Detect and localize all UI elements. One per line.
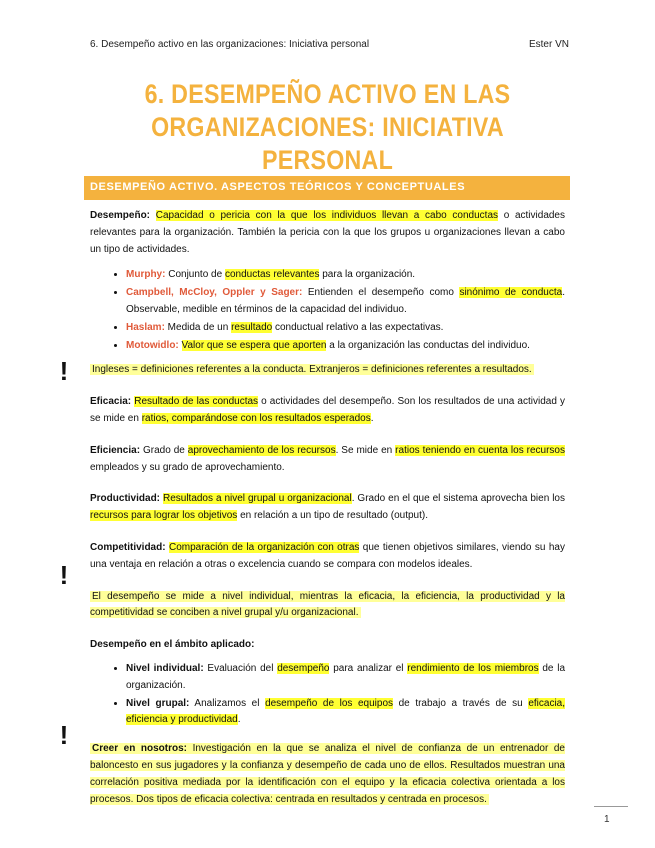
term-label: Desempeño: (90, 210, 151, 221)
ambito-heading: Desempeño en el ámbito aplicado: (90, 639, 255, 651)
exclamation-icon: ! (59, 720, 69, 750)
note-ingleses: Ingleses = definiciones referentes a la conducta. Extranjeros = definiciones referentes a resultados. (92, 364, 532, 376)
section-heading-band (84, 176, 570, 200)
footer-rule (594, 806, 628, 807)
note-nivel: El desempeño se mide a nivel individual, mientras la eficacia, la eficiencia, la productividad y la competitividad se conciben a nivel grupal y/u organizacional. (90, 590, 565, 619)
running-header-title: 6. Desempeño activo en las organizaciones: Iniciativa personal (90, 39, 370, 50)
list-item: • Murphy: Conjunto de conductas relevantes para la organización. (126, 266, 565, 284)
exclamation-icon: ! (59, 560, 69, 590)
paragraph-desempeno: Desempeño: Capacidad o pericia con la que los individuos llevan a cabo conductas o actividades relevantes para la organización. También la pericia con la que los grupos u organizaciones llevan a cabo un tipo de actividades. (90, 210, 565, 255)
highlight: Capacidad o pericia con la que los individuos llevan a cabo conductas (155, 210, 499, 221)
section-heading: DESEMPEÑO ACTIVO. ASPECTOS TEÓRICOS Y CONCEPTUALES (90, 181, 466, 193)
paragraph-creer: Creer en nosotros: Investigación en la que se analiza el nivel de confianza de un entrenador de baloncesto en sus jugadores y la confianza y desempeño de cada uno de ellos. Resultados muestran una correlación positiva mediada por la identificación con el equipo y la eficacia colectiva orientada a los procesos. Dos tipos de eficacia colectiva: centrada en resultados y centrada en procesos. (90, 743, 565, 805)
author-list (90, 266, 565, 354)
ambito-list (90, 660, 565, 729)
list-item: • Motowidlo: Valor que se espera que aporten a la organización las conductas del individuo. (126, 337, 565, 355)
paragraph-productividad: Productividad: Resultados a nivel grupal u organizacional. Grado en el que el sistema aprovecha bien los recursos para lograr los objetivos en relación a un tipo de resultado (output). (90, 493, 565, 522)
paragraph-competitividad: Competitividad: Comparación de la organización con otras que tienen objetivos similares, viendo su hay una ventaja en relación a otras o excelencia cuando se compara con modelos ideales. (90, 541, 565, 570)
paragraph-eficacia: Eficacia: Resultado de las conductas o actividades del desempeño. Son los resultados de una actividad y se mide en ratios, comparándose con los resultados esperados. (90, 396, 565, 424)
running-header-author: Ester VN (528, 39, 569, 50)
list-item: • Campbell, McCloy, Oppler y Sager: Entienden el desempeño como sinónimo de conducta. Observable, medible en términos de la capacidad del individuo. (126, 284, 565, 319)
exclamation-icon: ! (59, 356, 69, 386)
page-title: 6. DESEMPEÑO ACTIVO EN LAS ORGANIZACIONES: INICIATIVA PERSONAL (144, 79, 511, 175)
list-item: • Haslam: Medida de un resultado conductual relativo a las expectativas. (126, 319, 565, 337)
paragraph-eficiencia: Eficiencia: Grado de aprovechamiento de los recursos. Se mide en ratios teniendo en cuenta los recursos empleados y su grado de aprovechamiento. (90, 444, 565, 473)
page-number: 1 (604, 814, 610, 825)
list-item: • Nivel individual: Evaluación del desempeño para analizar el rendimiento de los miembros de la organización. (126, 660, 565, 695)
document-body (90, 208, 565, 823)
list-item: • Nivel grupal: Analizamos el desempeño de los equipos de trabajo a través de su eficacia, eficiencia y productividad. (126, 695, 565, 730)
